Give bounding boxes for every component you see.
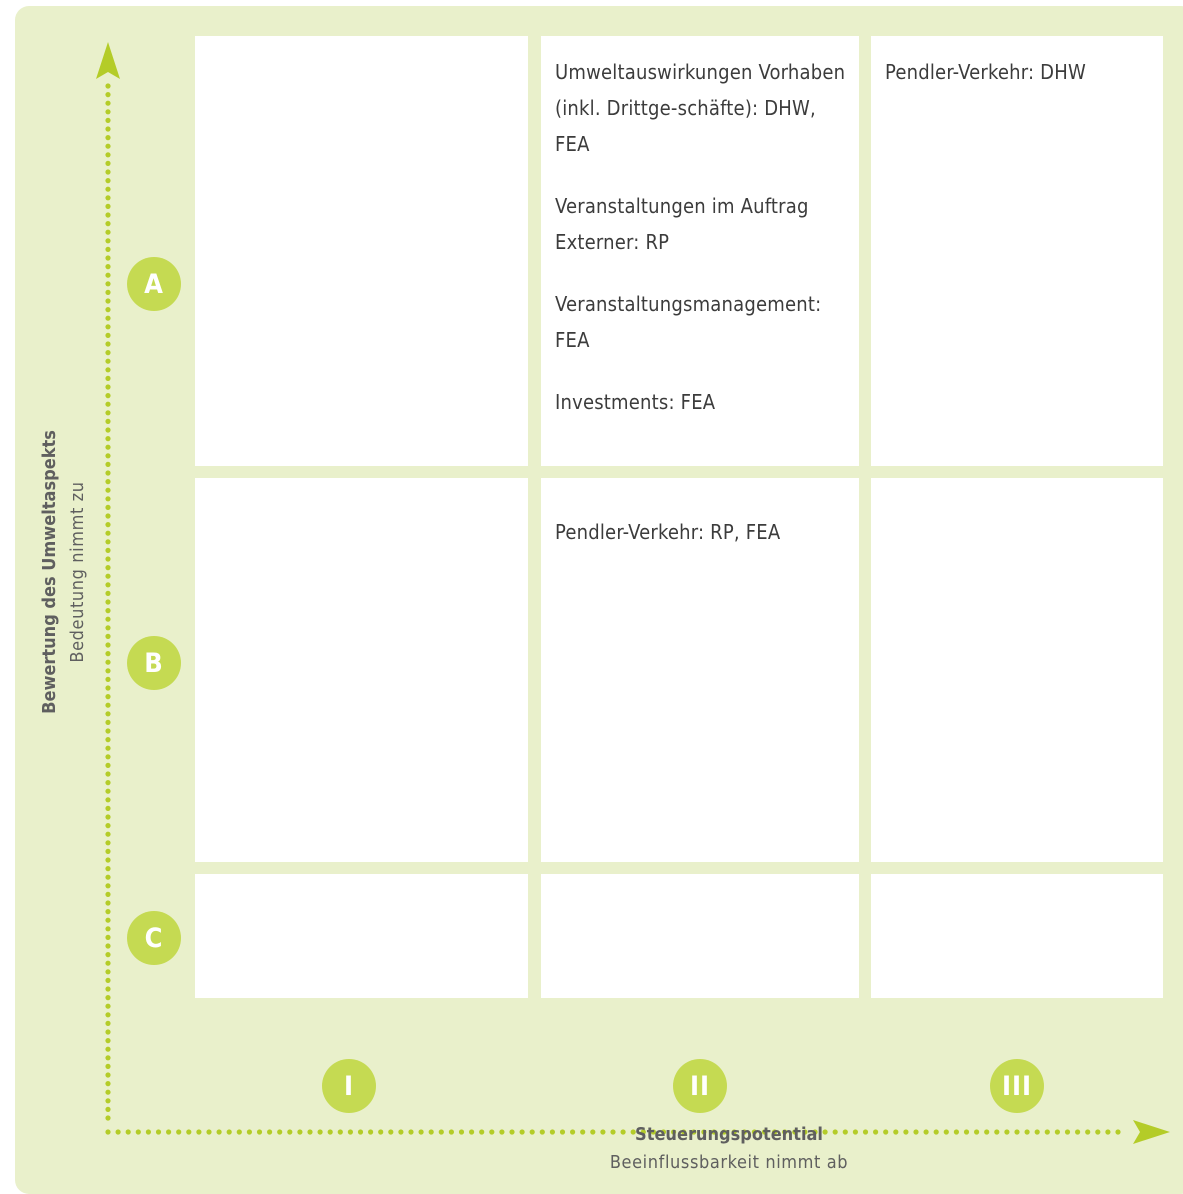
axis-dot: [176, 1129, 181, 1134]
axis-dot: [1105, 1129, 1110, 1134]
axis-dot: [105, 1047, 110, 1052]
axis-dot: [105, 875, 110, 880]
x-axis-subtitle: Beeinflussbarkeit nimmt ab: [609, 1152, 849, 1173]
cell-b-iii: [871, 478, 1163, 862]
axis-dot: [105, 316, 110, 321]
axis-dot: [105, 453, 110, 458]
axis-dot: [105, 1055, 110, 1060]
axis-dot: [105, 1107, 110, 1112]
cell-c-ii: [541, 874, 859, 998]
axis-dot: [105, 642, 110, 647]
axis-dot: [105, 92, 110, 97]
axis-dot: [146, 1129, 151, 1134]
axis-dot: [105, 144, 110, 149]
cell-a-iii: [871, 36, 1163, 466]
axis-dot: [105, 617, 110, 622]
cell-b-ii: [541, 478, 859, 862]
axis-dot: [105, 728, 110, 733]
axis-dot: [105, 986, 110, 991]
axis-dot: [116, 1129, 121, 1134]
axis-dot: [974, 1129, 979, 1134]
axis-dot: [105, 212, 110, 217]
axis-dot: [227, 1129, 232, 1134]
axis-dot: [257, 1129, 262, 1134]
axis-dot: [105, 556, 110, 561]
axis-dot: [105, 1090, 110, 1095]
axis-dot: [1055, 1129, 1060, 1134]
axis-dot: [964, 1129, 969, 1134]
axis-dot: [105, 427, 110, 432]
axis-dot: [994, 1129, 999, 1134]
axis-dot: [479, 1129, 484, 1134]
axis-dot: [105, 135, 110, 140]
axis-dot: [105, 101, 110, 106]
axis-dot: [126, 1129, 131, 1134]
axis-dot: [105, 599, 110, 604]
axis-dot: [136, 1129, 141, 1134]
axis-dot: [166, 1129, 171, 1134]
axis-dot: [105, 307, 110, 312]
axis-dot: [105, 1038, 110, 1043]
axis-dot: [105, 281, 110, 286]
axis-dot: [105, 952, 110, 957]
axis-dot: [1014, 1129, 1019, 1134]
axis-dot: [105, 711, 110, 716]
axis-dot: [105, 780, 110, 785]
axis-dot: [196, 1129, 201, 1134]
axis-dot: [449, 1129, 454, 1134]
axis-dot: [328, 1129, 333, 1134]
axis-dot: [105, 298, 110, 303]
axis-dot: [348, 1129, 353, 1134]
axis-dot: [105, 522, 110, 527]
axis-dot: [105, 565, 110, 570]
axis-dot: [105, 230, 110, 235]
axis-dot: [105, 660, 110, 665]
cell-entries: [885, 54, 1153, 116]
axis-dot: [277, 1129, 282, 1134]
axis-dot: [105, 771, 110, 776]
axis-dot: [217, 1129, 222, 1134]
axis-dot: [105, 384, 110, 389]
axis-dot: [105, 892, 110, 897]
axis-dot: [398, 1129, 403, 1134]
axis-dot: [105, 470, 110, 475]
axis-dot: [105, 109, 110, 114]
axis-dot: [105, 290, 110, 295]
y-axis-title: Bewertung des Umweltaspekts: [39, 430, 60, 714]
axis-dot: [105, 935, 110, 940]
axis-dot: [105, 582, 110, 587]
axis-dot: [105, 505, 110, 510]
axis-dot: [105, 900, 110, 905]
axis-dot: [105, 273, 110, 278]
x-axis-title-block: [499, 1121, 959, 1177]
axis-dot: [287, 1129, 292, 1134]
axis-dot: [459, 1129, 464, 1134]
axis-dot: [105, 978, 110, 983]
y-axis-dotted-line: [105, 83, 110, 1120]
axis-dot: [105, 1029, 110, 1034]
axis-dot: [105, 883, 110, 888]
axis-dot: [105, 539, 110, 544]
axis-dot: [105, 367, 110, 372]
axis-dot: [105, 238, 110, 243]
axis-dot: [105, 969, 110, 974]
axis-dot: [105, 376, 110, 381]
axis-dot: [388, 1129, 393, 1134]
axis-dot: [105, 187, 110, 192]
axis-dot: [105, 204, 110, 209]
axis-dot: [105, 703, 110, 708]
axis-dot: [105, 118, 110, 123]
column-badge-iii: III: [990, 1059, 1044, 1113]
axis-dot: [105, 1012, 110, 1017]
axis-dot: [105, 1072, 110, 1077]
axis-dot: [105, 806, 110, 811]
axis-dot: [105, 591, 110, 596]
cell-entry: Veranstaltungsmanagement: FEA: [555, 292, 822, 352]
axis-dot: [105, 1129, 110, 1134]
row-badge-b: B: [127, 636, 181, 690]
axis-dot: [105, 247, 110, 252]
column-badge-i: I: [322, 1059, 376, 1113]
row-badge-a: A: [127, 257, 181, 311]
axis-dot: [105, 462, 110, 467]
cell-a-ii: [541, 36, 859, 466]
axis-dot: [297, 1129, 302, 1134]
axis-dot: [156, 1129, 161, 1134]
axis-dot: [1045, 1129, 1050, 1134]
axis-dot: [105, 832, 110, 837]
axis-dot: [105, 410, 110, 415]
axis-dot: [105, 341, 110, 346]
cell-b-i: [195, 478, 528, 862]
axis-dot: [105, 1021, 110, 1026]
axis-dot: [105, 866, 110, 871]
axis-dot: [105, 488, 110, 493]
axis-dot: [439, 1129, 444, 1134]
axis-dot: [237, 1129, 242, 1134]
axis-dot: [105, 720, 110, 725]
axis-dot: [105, 178, 110, 183]
axis-dot: [105, 668, 110, 673]
axis-dot: [984, 1129, 989, 1134]
axis-dot: [105, 393, 110, 398]
cell-entry: Pendler-Verkehr: RP, FEA: [555, 520, 781, 544]
axis-dot: [489, 1129, 494, 1134]
y-axis-subtitle: Bedeutung nimmt zu: [67, 481, 88, 663]
axis-dot: [267, 1129, 272, 1134]
axis-dot: [105, 926, 110, 931]
axis-dot: [105, 531, 110, 536]
axis-dot: [1025, 1129, 1030, 1134]
axis-dot: [105, 789, 110, 794]
axis-dot: [1085, 1129, 1090, 1134]
axis-dot: [1035, 1129, 1040, 1134]
axis-dot: [429, 1129, 434, 1134]
axis-dot: [105, 221, 110, 226]
axis-dot: [105, 814, 110, 819]
axis-dot: [105, 651, 110, 656]
axis-dot: [105, 961, 110, 966]
axis-dot: [368, 1129, 373, 1134]
axis-dot: [105, 333, 110, 338]
axis-dot: [105, 574, 110, 579]
axis-dot: [105, 1064, 110, 1069]
cell-a-i: [195, 36, 528, 466]
axis-dot: [105, 634, 110, 639]
axis-dot: [105, 264, 110, 269]
axis-dot: [338, 1129, 343, 1134]
row-badge-c: C: [127, 911, 181, 965]
axis-dot: [105, 169, 110, 174]
axis-dot: [408, 1129, 413, 1134]
axis-dot: [105, 737, 110, 742]
axis-dot: [247, 1129, 252, 1134]
axis-dot: [105, 513, 110, 518]
y-axis-arrow-icon: [96, 42, 120, 79]
axis-dot: [105, 324, 110, 329]
axis-dot: [105, 797, 110, 802]
axis-dot: [105, 402, 110, 407]
axis-dot: [105, 909, 110, 914]
axis-dot: [1095, 1129, 1100, 1134]
axis-dot: [186, 1129, 191, 1134]
axis-dot: [105, 943, 110, 948]
axis-dot: [105, 161, 110, 166]
axis-dot: [105, 152, 110, 157]
axis-dot: [105, 918, 110, 923]
cell-entry: Pendler-Verkehr: DHW: [885, 60, 1086, 84]
axis-dot: [105, 995, 110, 1000]
x-axis-title: Steuerungspotential: [635, 1124, 823, 1145]
axis-dot: [105, 255, 110, 260]
axis-dot: [206, 1129, 211, 1134]
axis-dot: [105, 625, 110, 630]
axis-dot: [358, 1129, 363, 1134]
axis-dot: [105, 126, 110, 131]
axis-dot: [105, 694, 110, 699]
axis-dot: [469, 1129, 474, 1134]
axis-dot: [105, 754, 110, 759]
axis-dot: [1075, 1129, 1080, 1134]
cell-entry: Umweltauswirkungen Vorhaben (inkl. Drittge-schäfte): DHW, FEA: [555, 60, 846, 156]
axis-dot: [105, 1081, 110, 1086]
cell-entry: Investments: FEA: [555, 390, 716, 414]
axis-dot: [105, 1004, 110, 1009]
cell-entries: [555, 54, 849, 446]
axis-dot: [105, 436, 110, 441]
cell-entry: Veranstaltungen im Auftrag Externer: RP: [555, 194, 809, 254]
axis-dot: [105, 195, 110, 200]
axis-dot: [105, 685, 110, 690]
axis-dot: [105, 1115, 110, 1120]
axis-dot: [105, 83, 110, 88]
axis-dot: [105, 445, 110, 450]
axis-dot: [1065, 1129, 1070, 1134]
axis-dot: [378, 1129, 383, 1134]
axis-dot: [307, 1129, 312, 1134]
axis-dot: [105, 608, 110, 613]
axis-dot: [1115, 1129, 1120, 1134]
axis-dot: [1004, 1129, 1009, 1134]
axis-dot: [105, 857, 110, 862]
axis-dot: [105, 746, 110, 751]
column-badge-ii: II: [673, 1059, 727, 1113]
cell-c-i: [195, 874, 528, 998]
x-axis-arrow-icon: [1133, 1120, 1170, 1144]
axis-dot: [105, 548, 110, 553]
cell-entries: [555, 514, 849, 576]
axis-dot: [105, 763, 110, 768]
axis-dot: [105, 677, 110, 682]
axis-dot: [105, 1098, 110, 1103]
axis-dot: [105, 419, 110, 424]
axis-dot: [105, 823, 110, 828]
axis-dot: [318, 1129, 323, 1134]
axis-dot: [105, 479, 110, 484]
axis-dot: [105, 350, 110, 355]
axis-dot: [105, 849, 110, 854]
axis-dot: [105, 359, 110, 364]
cell-c-iii: [871, 874, 1163, 998]
axis-dot: [419, 1129, 424, 1134]
axis-dot: [105, 496, 110, 501]
axis-dot: [105, 840, 110, 845]
